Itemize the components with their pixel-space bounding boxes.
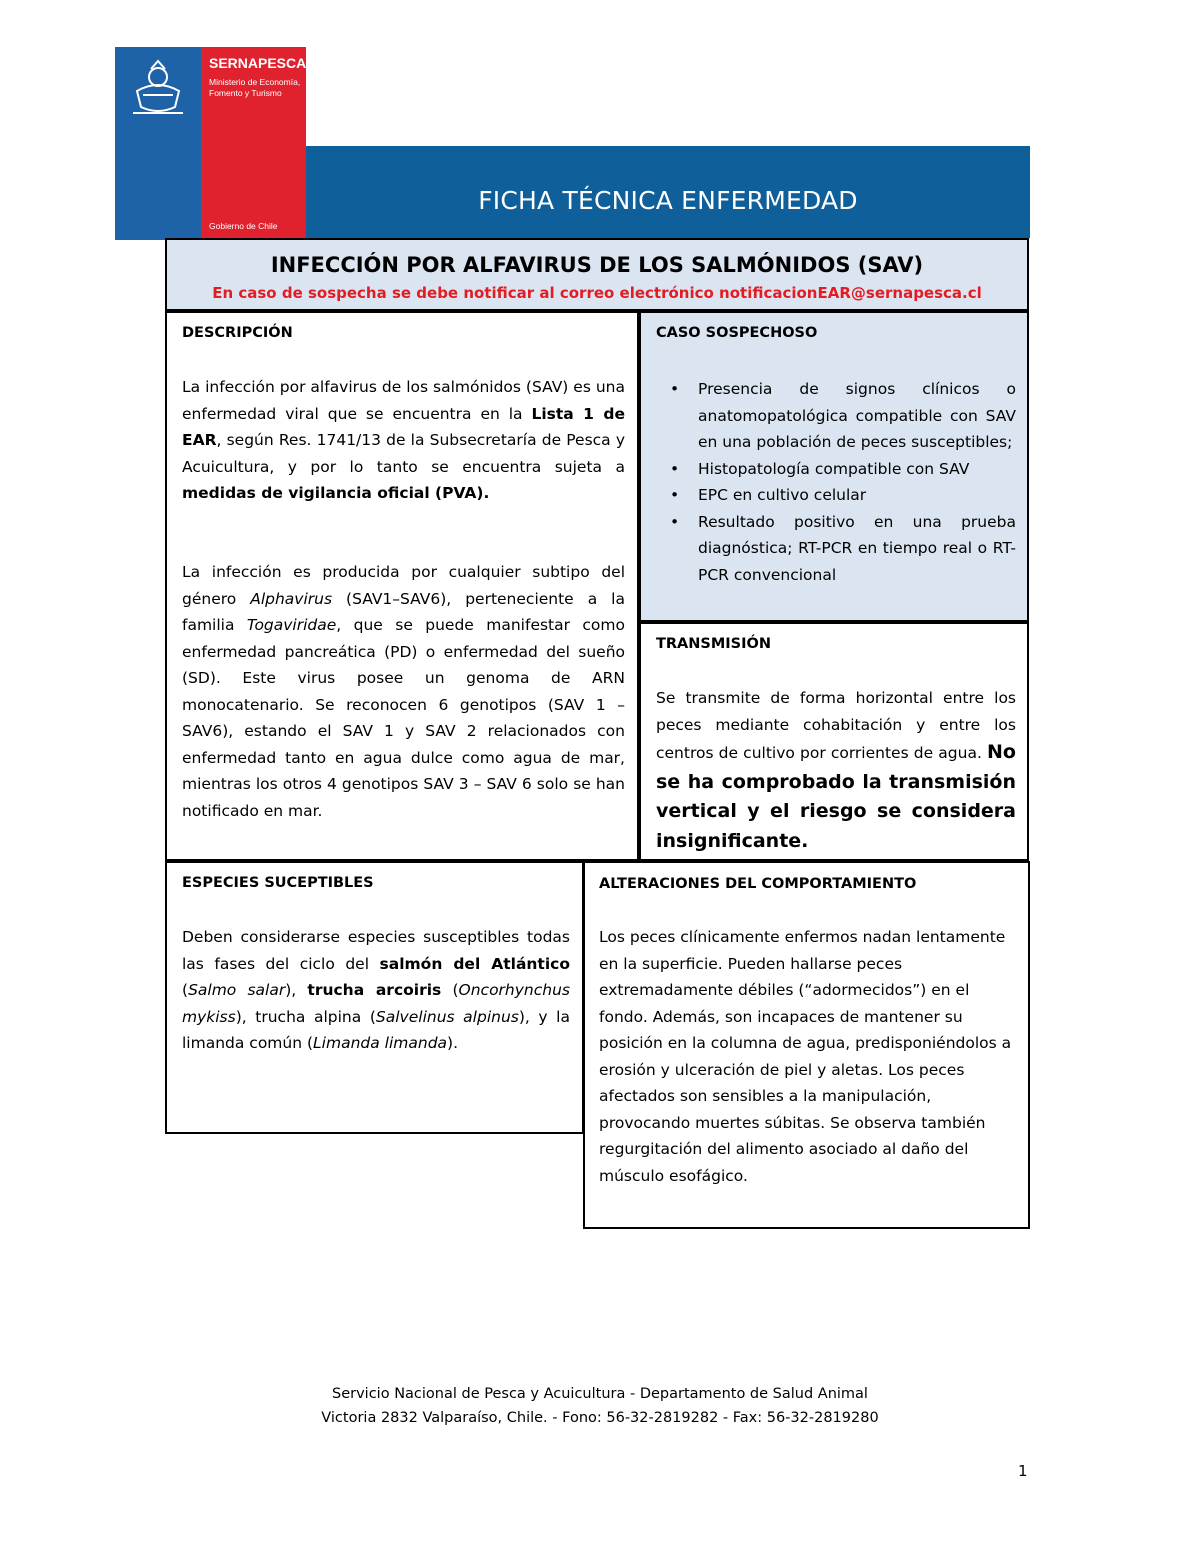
- logo-blue-panel: [115, 47, 201, 240]
- behavior-changes-section: [583, 861, 1030, 1229]
- list-item: • Presencia de signos clínicos o anatomopatológica compatible con SAV en una población de peces susceptibles;: [668, 376, 1016, 456]
- disease-title-box: [165, 238, 1029, 311]
- susceptible-species-section: [165, 861, 584, 1134]
- list-item: • EPC en cultivo celular: [668, 482, 1016, 509]
- footer-agency: Servicio Nacional de Pesca y Acuicultura - Departamento de Salud Animal: [332, 1386, 868, 1402]
- sernapesca-logo: [115, 47, 306, 240]
- disease-title: INFECCIÓN POR ALFAVIRUS DE LOS SALMÓNIDOS (SAV): [270, 253, 924, 277]
- suspected-case-heading: CASO SOSPECHOSO: [656, 325, 818, 341]
- transmission-paragraph: Se transmite de forma horizontal entre los peces mediante cohabitación y entre los centros de cultivo por corrientes de agua. No se ha comprobado la transmisión vertical y el riesgo se considera insignificante.: [656, 689, 1016, 852]
- suspected-case-list: [668, 376, 1016, 588]
- description-paragraph-2: La infección es producida por cualquier subtipo del género Alphavirus (SAV1–SAV6), perteneciente a la familia Togaviridae, que se puede manifestar como enfermedad pancreática (PD) o enfermedad del sueño (SD). Este virus posee un genoma de ARN monocatenario. Se reconocen 6 genotipos (SAV 1 – SAV6), estando el SAV 1 y SAV 2 relacionados con enfermedad tanto en agua dulce como agua de mar, mientras los otros 4 genotipos SAV 3 – SAV 6 solo se han notificado en mar.: [182, 563, 625, 820]
- suspected-case-section: [639, 311, 1029, 622]
- chile-crest-icon: [123, 55, 193, 125]
- notification-notice: En caso de sospecha se debe notificar al correo electrónico notificacionEAR@sernapesca.cl: [212, 284, 982, 302]
- bullet-icon: •: [670, 512, 680, 531]
- transmission-section: [639, 622, 1029, 861]
- header-banner: [306, 146, 1030, 238]
- page-number: 1: [1018, 1462, 1028, 1480]
- description-paragraph-1: La infección por alfavirus de los salmónidos (SAV) es una enfermedad viral que se encuentra en la Lista 1 de EAR, según Res. 1741/13 de la Subsecretaría de Pesca y Acuicultura, y por lo tanto se encuentra sujeta a medidas de vigilancia oficial (PVA).: [182, 378, 625, 502]
- logo-red-panel: [201, 47, 306, 240]
- logo-brand: SERNAPESCA: [209, 55, 307, 71]
- description-heading: DESCRIPCIÓN: [182, 325, 293, 341]
- transmission-heading: TRANSMISIÓN: [656, 636, 771, 652]
- description-section: [165, 311, 639, 861]
- logo-government: Gobierno de Chile: [209, 221, 278, 231]
- susceptible-species-paragraph: Deben considerarse especies susceptibles todas las fases del ciclo del salmón del Atlántico (Salmo salar), trucha arcoiris (Oncorhynchus mykiss), trucha alpina (Salvelinus alpinus), y la limanda común (Limanda limanda).: [182, 928, 570, 1052]
- list-item: • Resultado positivo en una prueba diagnóstica; RT-PCR en tiempo real o RT-PCR convencional: [668, 509, 1016, 589]
- banner-title: FICHA TÉCNICA ENFERMEDAD: [478, 186, 858, 215]
- list-item: • Histopatología compatible con SAV: [668, 456, 1016, 483]
- bullet-icon: •: [670, 459, 680, 478]
- logo-ministry: Ministerio de Economía, Fomento y Turismo: [209, 77, 301, 98]
- susceptible-species-heading: ESPECIES SUCEPTIBLES: [182, 875, 374, 891]
- bullet-icon: •: [670, 486, 680, 504]
- behavior-changes-heading: ALTERACIONES DEL COMPORTAMIENTO: [599, 876, 917, 892]
- behavior-changes-paragraph: Los peces clínicamente enfermos nadan lentamente en la superficie. Pueden hallarse peces extremadamente débiles (“adormecidos”) en el fondo. Además, son incapaces de mantener su posición en la columna de agua, predisponiéndolos a erosión y ulceración de piel y aletas. Los peces afectados son sensibles a la manipulación, provocando muertes súbitas. Se observa también regurgitación del alimento asociado al daño del músculo esofágico.: [599, 928, 1012, 1185]
- footer-contact: Victoria 2832 Valparaíso, Chile. - Fono: 56-32-2819282 - Fax: 56-32-2819280: [321, 1410, 879, 1426]
- bullet-icon: •: [670, 380, 680, 398]
